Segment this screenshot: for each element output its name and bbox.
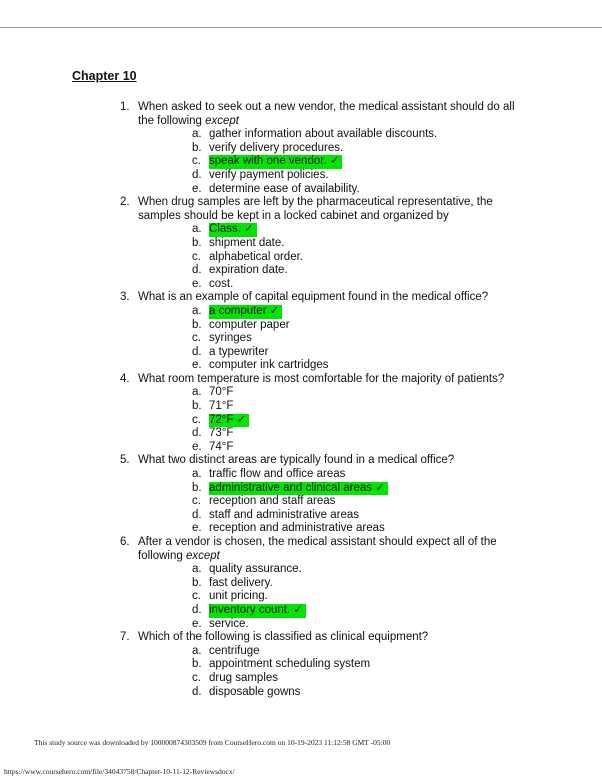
option-letter: e. <box>192 440 202 453</box>
option-letter: d. <box>192 264 202 277</box>
question-number: 5. <box>120 454 130 467</box>
answer-options <box>0 128 602 196</box>
answer-option <box>0 563 602 577</box>
option-letter: b. <box>192 658 202 671</box>
option-text: drug samples <box>209 671 279 684</box>
option-letter: c. <box>192 590 201 603</box>
answer-option <box>0 386 602 400</box>
question-text-main: What two distinct areas are typically found in a medical office? <box>138 454 455 467</box>
option-letter: b. <box>192 400 202 413</box>
option-text: determine ease of availability. <box>209 182 360 195</box>
option-text: syringes <box>209 332 252 345</box>
question-text-main: When drug samples are left by the pharmaceutical representative, the samples should be kept in a locked cabinet and organized by <box>138 196 493 222</box>
option-letter: d. <box>192 603 202 616</box>
option-text: expiration date. <box>209 264 288 277</box>
question-item <box>0 196 602 291</box>
answer-options <box>0 305 602 373</box>
answer-option <box>0 468 602 482</box>
question-item <box>0 101 602 196</box>
answer-option <box>0 577 602 591</box>
answer-option-correct <box>0 223 602 237</box>
option-letter: c. <box>192 155 201 168</box>
answer-option-correct <box>0 482 602 496</box>
answer-option <box>0 590 602 604</box>
option-text: 70°F <box>209 386 234 399</box>
answer-options <box>0 563 602 631</box>
answer-option <box>0 237 602 251</box>
option-letter: b. <box>192 141 202 154</box>
option-text: reception and staff areas <box>209 495 336 508</box>
question-text <box>138 291 518 305</box>
option-letter: d. <box>192 345 202 358</box>
option-text: 74°F <box>209 440 234 453</box>
option-letter: b. <box>192 576 202 589</box>
answer-option <box>0 319 602 333</box>
answer-option <box>0 522 602 536</box>
option-letter: a. <box>192 386 202 399</box>
answer-option <box>0 495 602 509</box>
answer-option <box>0 427 602 441</box>
option-text: computer ink cartridges <box>209 359 329 372</box>
question-item <box>0 373 602 455</box>
question-text <box>138 196 518 223</box>
correct-answer-highlight: Class. ✓ <box>209 223 257 237</box>
option-text: verify payment policies. <box>209 168 329 181</box>
chapter-title: Chapter 10 <box>72 69 137 83</box>
answer-option <box>0 686 602 700</box>
option-text: reception and administrative areas <box>209 522 385 535</box>
answer-option <box>0 142 602 156</box>
question-text <box>138 373 518 387</box>
option-letter: d. <box>192 168 202 181</box>
option-text: computer paper <box>209 318 290 331</box>
question-text <box>138 631 518 645</box>
option-text: staff and administrative areas <box>209 508 360 521</box>
option-text: cost. <box>209 277 234 290</box>
question-text-emphasis: except <box>205 114 240 127</box>
option-letter: e. <box>192 359 202 372</box>
top-divider <box>0 27 602 28</box>
option-letter: e. <box>192 277 202 290</box>
option-text: service. <box>209 617 249 630</box>
answer-option <box>0 645 602 659</box>
option-letter: c. <box>192 495 201 508</box>
option-text: appointment scheduling system <box>209 658 371 671</box>
answer-option <box>0 346 602 360</box>
option-letter: a. <box>192 128 202 141</box>
question-text-main: What room temperature is most comfortable for the majority of patients? <box>138 372 505 385</box>
option-letter: a. <box>192 563 202 576</box>
option-letter: e. <box>192 182 202 195</box>
answer-option-correct <box>0 155 602 169</box>
question-number: 4. <box>120 372 130 385</box>
correct-answer-highlight: 72°F ✓ <box>209 414 249 428</box>
correct-answer-highlight: speak with one vendor. ✓ <box>209 155 342 169</box>
option-letter: b. <box>192 236 202 249</box>
option-text: fast delivery. <box>209 576 273 589</box>
option-letter: c. <box>192 250 201 263</box>
answer-options <box>0 223 602 291</box>
option-text: traffic flow and office areas <box>209 468 346 481</box>
question-item <box>0 454 602 536</box>
question-number: 1. <box>120 101 130 113</box>
answer-option <box>0 400 602 414</box>
option-letter: a. <box>192 223 202 236</box>
answer-option <box>0 183 602 197</box>
option-text: gather information about available discounts. <box>209 128 438 141</box>
question-item <box>0 291 602 373</box>
question-text <box>138 454 518 468</box>
option-letter: e. <box>192 617 202 630</box>
footer-url: https://www.coursehero.com/file/34043758/Chapter-10-11-12-Reviewsdocx/ <box>4 767 235 776</box>
option-letter: b. <box>192 481 202 494</box>
answer-options <box>0 386 602 454</box>
option-letter: d. <box>192 427 202 440</box>
question-number: 7. <box>120 631 130 644</box>
answer-option <box>0 278 602 292</box>
answer-option-correct <box>0 305 602 319</box>
answer-option <box>0 251 602 265</box>
question-text <box>138 101 518 128</box>
option-letter: a. <box>192 304 202 317</box>
answer-option-correct <box>0 414 602 428</box>
option-text: 71°F <box>209 400 234 413</box>
answer-options <box>0 468 602 536</box>
question-text-main: Which of the following is classified as clinical equipment? <box>138 631 429 644</box>
option-text: a typewriter <box>209 345 269 358</box>
question-number: 2. <box>120 196 130 209</box>
correct-answer-highlight: inventory count. ✓ <box>209 604 306 618</box>
question-text-main: What is an example of capital equipment found in the medical office? <box>138 291 489 304</box>
question-item <box>0 631 602 699</box>
answer-option <box>0 359 602 373</box>
option-letter: c. <box>192 413 201 426</box>
option-text: unit pricing. <box>209 590 268 603</box>
option-letter: a. <box>192 644 202 657</box>
answer-option <box>0 332 602 346</box>
answer-option <box>0 128 602 142</box>
question-number: 6. <box>120 536 130 548</box>
answer-options <box>0 645 602 699</box>
question-text-emphasis: except <box>185 549 220 562</box>
answer-option <box>0 264 602 278</box>
answer-option-correct <box>0 604 602 618</box>
answer-option <box>0 658 602 672</box>
question-text <box>138 536 518 563</box>
answer-option <box>0 509 602 523</box>
question-text-main: When asked to seek out a new vendor, the medical assistant should do all the following <box>138 101 515 127</box>
correct-answer-highlight: a computer ✓ <box>209 305 282 319</box>
answer-option <box>0 441 602 455</box>
question-list <box>0 101 602 699</box>
question-number: 3. <box>120 291 130 304</box>
answer-option <box>0 169 602 183</box>
footer-source-line: This study source was downloaded by 100000874303509 from CourseHero.com on 10-19-2023 11:12:58 GMT -05:00 <box>34 738 391 747</box>
correct-answer-highlight: administrative and clinical areas ✓ <box>209 482 388 496</box>
option-letter: c. <box>192 332 201 345</box>
option-letter: e. <box>192 522 202 535</box>
answer-option <box>0 672 602 686</box>
question-text-main: After a vendor is chosen, the medical assistant should expect all of the following <box>138 536 497 562</box>
option-letter: d. <box>192 685 202 698</box>
option-text: centrifuge <box>209 644 260 657</box>
option-text: 73°F <box>209 427 234 440</box>
option-letter: c. <box>192 671 201 684</box>
option-text: disposable gowns <box>209 685 301 698</box>
option-text: quality assurance. <box>209 563 302 576</box>
option-text: alphabetical order. <box>209 250 303 263</box>
question-item <box>0 536 602 631</box>
option-letter: a. <box>192 468 202 481</box>
option-letter: d. <box>192 508 202 521</box>
option-text: shipment date. <box>209 236 285 249</box>
answer-option <box>0 618 602 632</box>
option-letter: b. <box>192 318 202 331</box>
option-text: verify delivery procedures. <box>209 141 344 154</box>
